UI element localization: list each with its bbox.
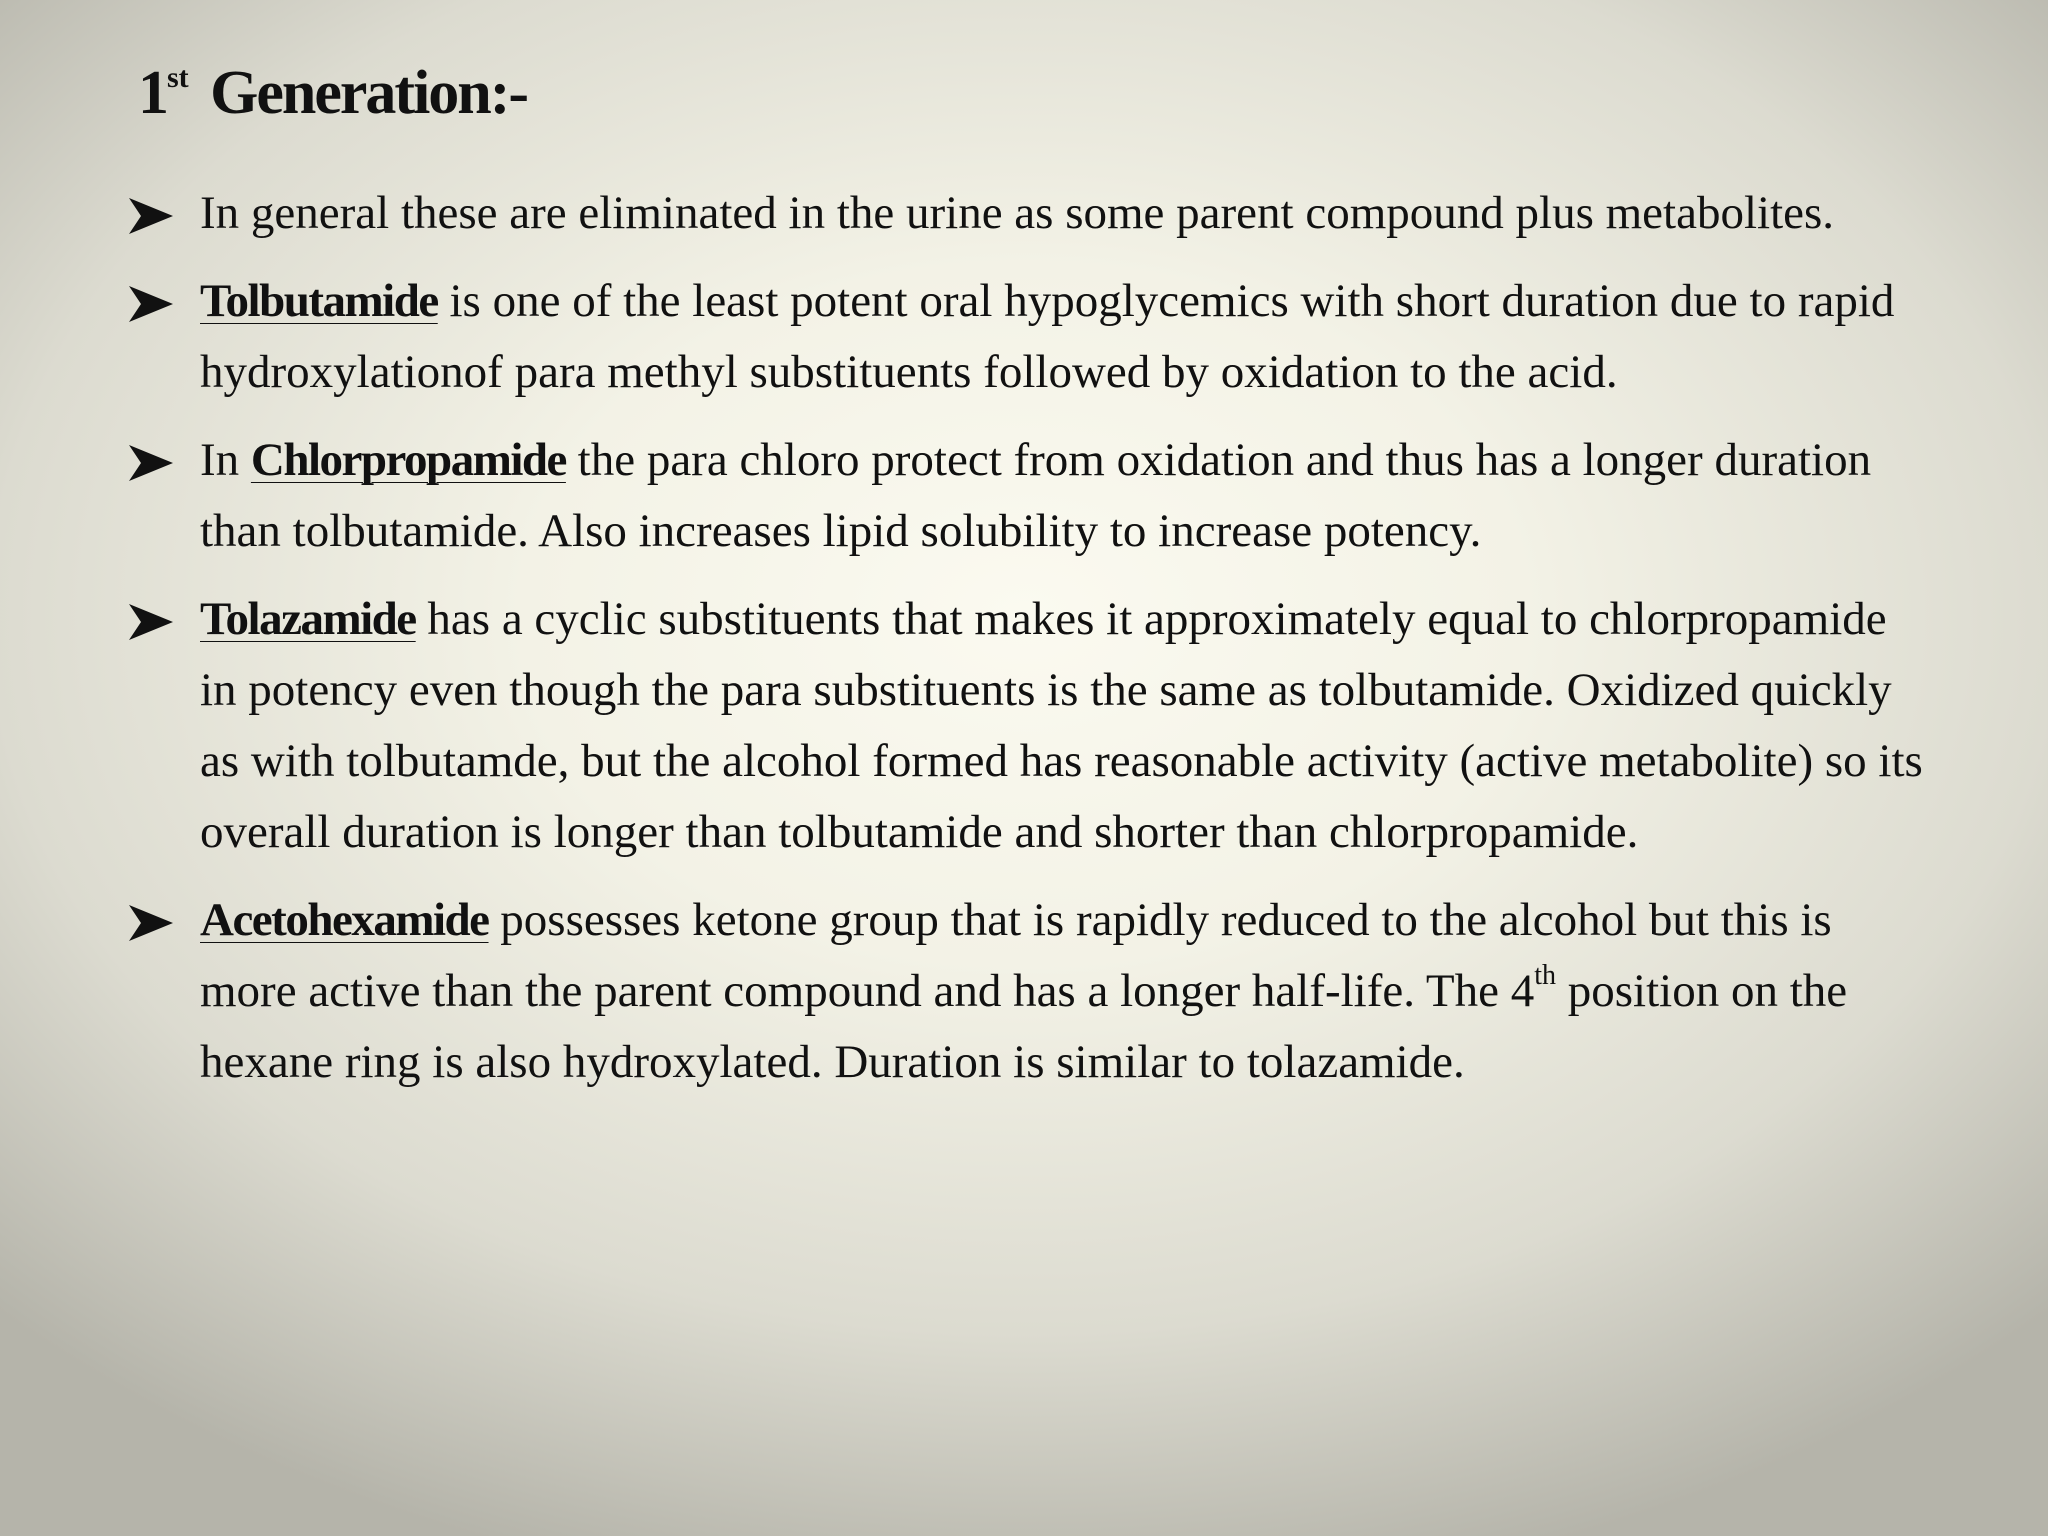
bullet-pre: In [200,434,251,486]
bullet-item [128,885,1928,1098]
bullet-text: the para chloro protect from oxidation and thus has a longer duration than tolbutamide. Also increases lipid solubility to increase potency. [200,434,1872,557]
arrow-bullet-icon [128,196,174,236]
heading-ordinal-suffix: st [167,61,189,94]
bullet-item [128,178,1928,249]
heading-number: 1 [138,59,167,127]
arrow-bullet-icon [128,903,174,943]
bullet-item [128,425,1928,567]
bullet-text: possesses ketone group that is rapidly reduced to the alcohol but this is more active than the parent compound and has a longer half-life. The 4 [200,894,1832,1017]
bullet-text: In general these are eliminated in the urine as some parent compound plus metabolites. [200,187,1835,239]
ordinal-suffix: th [1534,960,1557,991]
heading-text: Generation:- [196,59,528,127]
drug-name-acetohexamide: Acetohexamide [200,894,489,946]
drug-name-chlorpropamide: Chlorpropamide [250,434,566,486]
bullet-list [128,178,1928,1115]
bullet-item [128,266,1928,408]
slide-heading [138,59,528,127]
bullet-text: has a cyclic substituents that makes it approximately equal to chlorpropamide in potency even though the para substituents is the same as tolbutamide. Oxidized quickly as with tolbutamde, but the alcohol formed has reasonable activity (active metabolite) so its overall duration is longer than tolbutamide and shorter than chlorpropamide. [200,593,1923,858]
bullet-item [128,584,1928,868]
drug-name-tolazamide: Tolazamide [200,593,416,645]
arrow-bullet-icon [128,443,174,483]
bullet-text: is one of the least potent oral hypoglycemics with short duration due to rapid hydroxylationof para methyl substituents followed by oxidation to the acid. [200,275,1895,398]
arrow-bullet-icon [128,602,174,642]
bullet-text-continued: position on the hexane ring is also hydroxylated. Duration is similar to tolazamide. [200,965,1848,1088]
drug-name-tolbutamide: Tolbutamide [200,275,438,327]
arrow-bullet-icon [128,284,174,324]
